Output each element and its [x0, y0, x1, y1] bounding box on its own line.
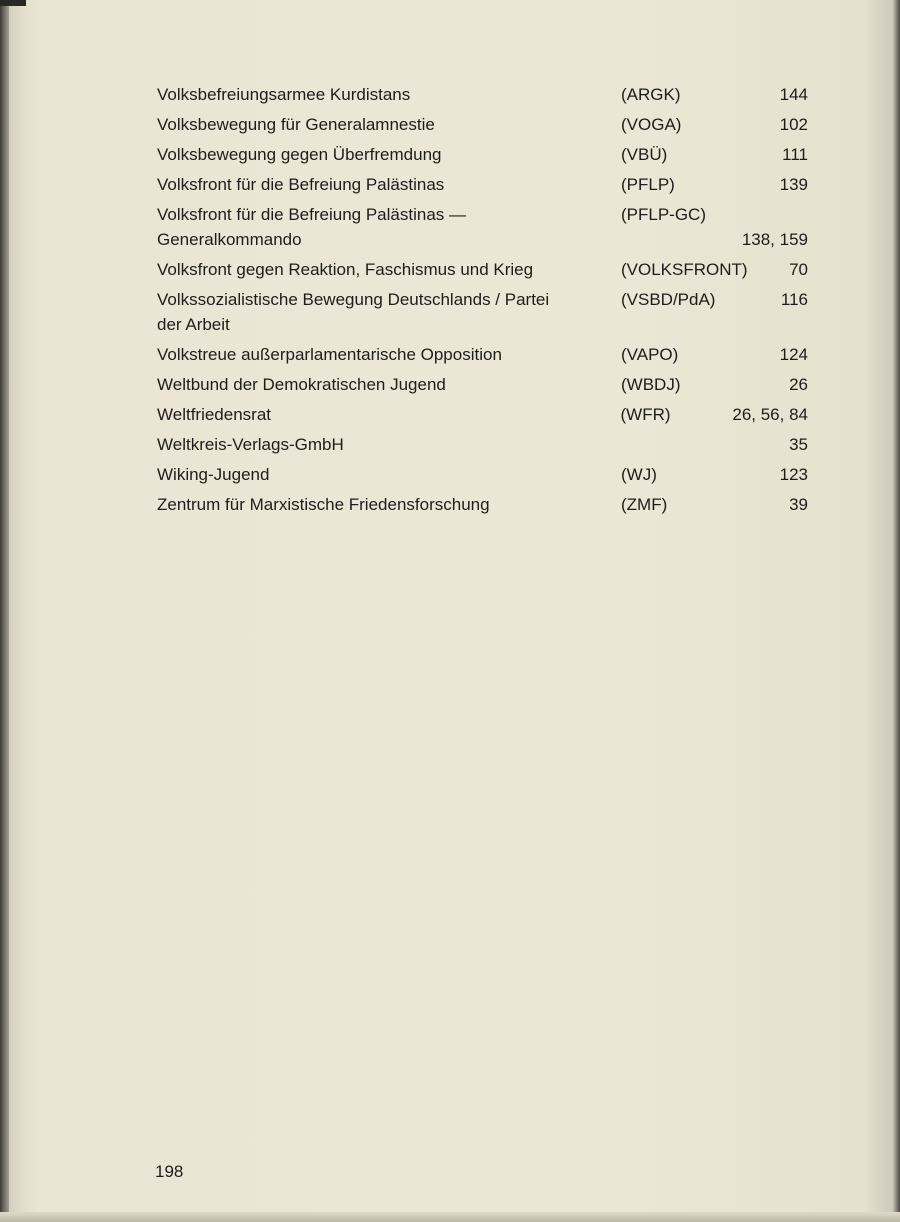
- entry-pages: 138, 159: [741, 230, 808, 249]
- entry-abbreviation: (WBDJ): [621, 375, 681, 394]
- entry-name: Volkssozialistische Bewegung Deutschlands / Partei der Arbeit: [157, 290, 550, 334]
- entry-abbreviation: (ARGK): [621, 85, 681, 104]
- page-right-edge: [892, 0, 900, 1222]
- index-entry: [157, 462, 817, 487]
- entry-pages: 124: [779, 345, 808, 364]
- index-entry: [157, 402, 817, 427]
- index-entry: [157, 172, 817, 197]
- entry-abbreviation: (VOLKSFRONT): [621, 260, 748, 279]
- entry-name: Volksbefreiungsarmee Kurdistans: [157, 85, 411, 104]
- entry-abbreviation: (VAPO): [621, 345, 679, 364]
- entry-abbreviation: (WJ): [621, 465, 657, 484]
- entry-name: Weltkreis-Verlags-GmbH: [157, 435, 344, 454]
- entry-name: Zentrum für Marxistische Friedensforschung: [157, 495, 490, 514]
- entry-abbreviation: (VSBD/PdA): [621, 290, 716, 309]
- entry-abbreviation: (PFLP-GC): [621, 205, 706, 224]
- organization-index: [157, 82, 817, 522]
- entry-abbreviation: (WFR): [620, 405, 671, 424]
- page-corner-mark: [0, 0, 26, 6]
- entry-pages: 26, 56, 84: [732, 405, 808, 424]
- entry-name: Weltfriedensrat: [157, 405, 272, 424]
- entry-pages: 39: [789, 495, 808, 514]
- entry-pages: 144: [779, 85, 808, 104]
- entry-pages: 111: [782, 145, 808, 164]
- index-entry: [157, 82, 817, 107]
- index-entry: [157, 492, 817, 517]
- index-entry: [157, 112, 817, 137]
- entry-pages: 139: [779, 175, 808, 194]
- entry-name: Wiking-Jugend: [157, 465, 270, 484]
- entry-name: Volksfront für die Befreiung Palästinas: [157, 175, 445, 194]
- entry-pages: 102: [779, 115, 808, 134]
- index-entry: [157, 287, 817, 337]
- page-bottom-edge: [0, 1212, 900, 1222]
- index-entry: [157, 202, 817, 252]
- entry-pages: 123: [779, 465, 808, 484]
- index-entry: [157, 342, 817, 367]
- page-number: 198: [155, 1162, 184, 1181]
- entry-name: Volksbewegung gegen Überfremdung: [157, 145, 442, 164]
- entry-abbreviation: (PFLP): [621, 175, 675, 194]
- entry-name: Volkstreue außerparlamentarische Opposition: [157, 345, 502, 364]
- index-entry: [157, 257, 817, 282]
- entry-name: Weltbund der Demokratischen Jugend: [157, 375, 446, 394]
- entry-pages: 70: [789, 260, 808, 279]
- entry-pages: 116: [780, 290, 808, 309]
- entry-abbreviation: (ZMF): [621, 495, 668, 514]
- index-entry: [157, 142, 817, 167]
- index-entry: [157, 372, 817, 397]
- entry-pages: 26: [789, 375, 808, 394]
- entry-abbreviation: (VBÜ): [621, 145, 668, 164]
- entry-name: Volksfront für die Befreiung Palästinas — Generalkommando: [157, 205, 466, 249]
- entry-pages: 35: [789, 435, 808, 454]
- entry-name: Volksfront gegen Reaktion, Faschismus und Krieg: [157, 260, 534, 279]
- entry-abbreviation: (VOGA): [621, 115, 682, 134]
- entry-name: Volksbewegung für Generalamnestie: [157, 115, 435, 134]
- book-spine-edge: [0, 0, 9, 1222]
- index-entry: [157, 432, 817, 457]
